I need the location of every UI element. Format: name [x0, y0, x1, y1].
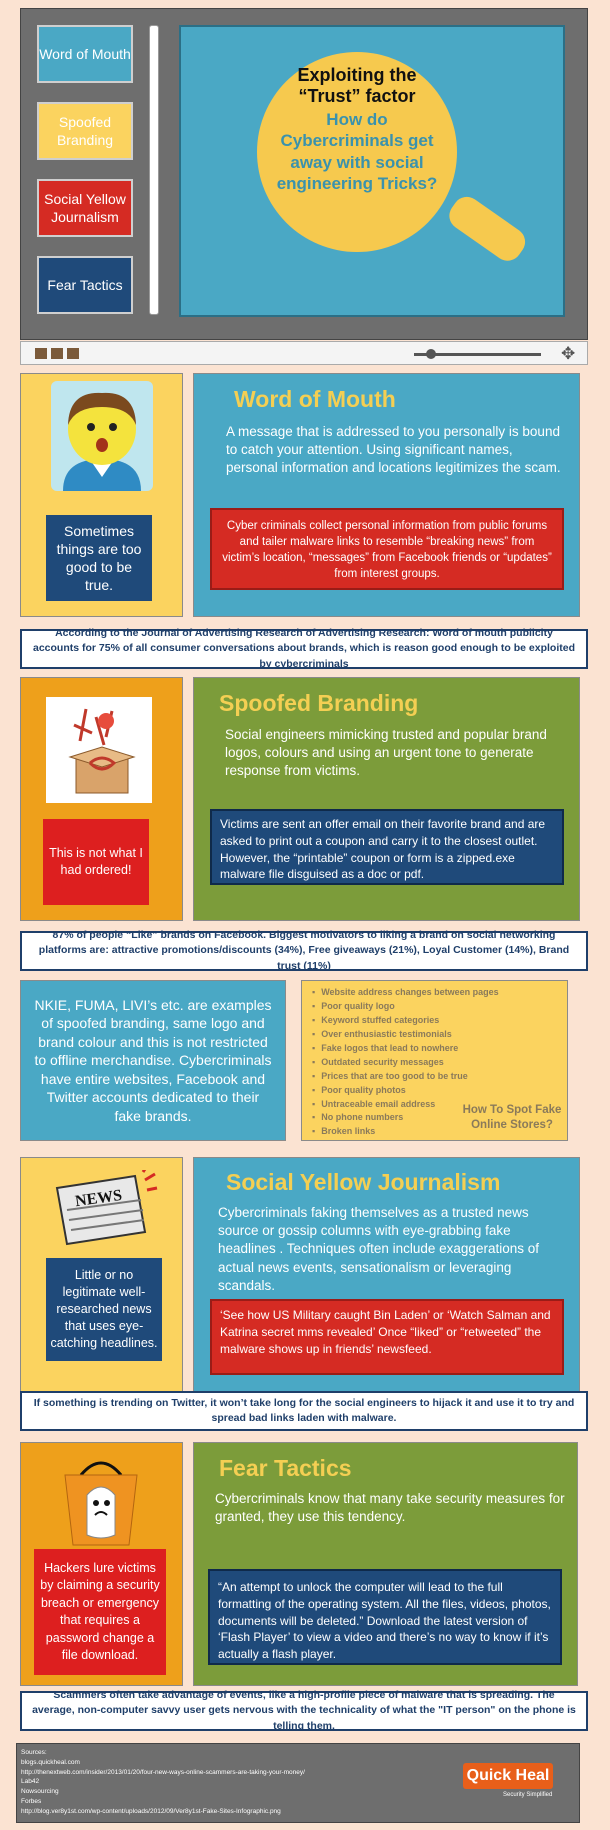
fake-stores-panel [301, 980, 568, 1141]
brand-name: Quick Heal [466, 1767, 550, 1784]
source-item: http://thenextweb.com/insider/2013/01/20/four-new-ways-online-scammers-are-taking-your-money/ [21, 1768, 305, 1776]
syj-left-panel [20, 1157, 183, 1401]
syj-side-note [46, 1258, 162, 1361]
syj-body: Cybercriminals faking themselves as a trusted news source or gossip columns with eye-grabbing fake headlines . Techniques often include exaggerations of actual news events, sensationalism or leveraging scandals. [218, 1205, 539, 1293]
sb-left-panel [20, 677, 183, 921]
ft-side-note-text: Hackers lure victims by claiming a security breach or emergency that requires a password change a file download. [40, 1560, 160, 1662]
page-square[interactable] [67, 348, 79, 359]
fullscreen-icon[interactable]: ✥ [561, 344, 576, 363]
tip-item: ▪ Prices that are too good to be true [312, 1070, 499, 1084]
sb-heading: Spoofed Branding [219, 690, 419, 716]
scared-bag-icon [51, 1451, 151, 1547]
tip-item: ▪ No phone numbers [312, 1111, 499, 1125]
nav-social-yellow-journalism[interactable] [37, 179, 133, 237]
nav-label: Social Yellow Journalism [44, 190, 126, 225]
title-text [267, 65, 447, 194]
wom-body: A message that is addressed to you personally is bound to catch your attention. Using significant names, personal information and locations legitimizes the scam. [226, 424, 561, 476]
sb-callout-text: Victims are sent an offer email on their favorite brand and are asked to print out a coupon and carry it to the closest outlet. However, the “printable” coupon or form is a zipped.exe malware file disguised as a doc or pdf. [220, 817, 546, 882]
ft-heading: Fear Tactics [219, 1455, 352, 1481]
nav-fear-tactics[interactable] [37, 256, 133, 314]
sb-side-note-text: This is not what I had ordered! [49, 845, 143, 877]
tip-item: ▪ Poor quality logo [312, 1000, 499, 1014]
stat-banner-wom [20, 629, 588, 669]
footer [16, 1743, 580, 1823]
sb-body: Social engineers mimicking trusted and popular brand logos, colours and using an urgent tone to generate response from victims. [225, 727, 547, 779]
source-item: http://blog.ver8y1st.com/wp-content/uploads/2012/09/Ver8y1st-Fake-Sites-Infographic.png [21, 1807, 281, 1815]
tip-item: ▪ Outdated security messages [312, 1056, 499, 1070]
syj-callout-text: ‘See how US Military caught Bin Laden’ or ‘Watch Salman and Katrina secret mms revealed’ Once “liked” or “retweeted” the malware shows up in friends’ newsfeed. [220, 1308, 551, 1356]
wom-left-panel [20, 373, 183, 617]
source-item: Nowsourcing [21, 1788, 59, 1795]
tip-item: ▪ Over enthusiastic testimonials [312, 1028, 499, 1042]
page-square[interactable] [35, 348, 47, 359]
ft-callout [208, 1569, 562, 1665]
broken-gift-icon [46, 697, 152, 803]
source-item: Lab42 [21, 1778, 40, 1786]
shocked-face-icon [51, 381, 153, 491]
source-item: Forbes [21, 1797, 42, 1805]
nav-spoofed-branding[interactable] [37, 102, 133, 160]
newspaper-icon [49, 1170, 159, 1248]
syj-side-note-text: Little or no legitimate well-researched news that uses eye-catching headlines. [50, 1268, 158, 1350]
seek-handle[interactable] [426, 349, 436, 359]
tip-item: ▪ Poor quality photos [312, 1084, 499, 1098]
tip-item: ▪ Broken links [312, 1125, 499, 1139]
scrollbar[interactable] [149, 25, 159, 315]
newspaper-label: NEWS [74, 1186, 124, 1211]
ft-main-panel [193, 1442, 578, 1686]
syj-main-panel [193, 1157, 580, 1401]
ft-side-note [34, 1549, 166, 1675]
ft-callout-text: “An attempt to unlock the computer will lead to the full formatting of the operating system. All the files, videos, photos, documents will be deleted.” Download the latest version of ‘Flash Player’ to view a video and there’s no way to know if it’s actually a flash player. [218, 1580, 551, 1662]
fake-stores-caption: How To Spot Fake Online Stores? [462, 1104, 562, 1131]
page-square[interactable] [51, 348, 63, 359]
stat-banner-facebook [20, 931, 588, 971]
brand-logo [463, 1763, 553, 1789]
wom-callout-text: Cyber criminals collect personal information from public forums and tailer malware links to resemble “breaking news” from victim’s location, “messages” from Facebook friends or “updates” from interest groups. [222, 520, 552, 581]
source-item: blogs.quickheal.com [21, 1758, 80, 1766]
tip-item: ▪ Fake logos that lead to nowhere [312, 1042, 499, 1056]
wom-heading: Word of Mouth [234, 386, 396, 412]
brand-tagline: Security Simplified [503, 1792, 553, 1798]
wom-side-note-text: Sometimes things are too good to be true. [56, 522, 142, 594]
stat-banner-twitter [20, 1391, 588, 1431]
title-subtitle: How do Cybercriminals get away with social engineering Tricks? [276, 110, 438, 193]
syj-callout [210, 1299, 564, 1375]
title-line2: “Trust” factor [298, 86, 416, 106]
ft-body: Cybercriminals know that many take security measures for granted, they use this tendency. [215, 1491, 565, 1525]
nav-label: Fear Tactics [47, 276, 123, 293]
sb-main-panel [193, 677, 580, 921]
wom-main-panel [193, 373, 580, 617]
tip-item: ▪ Website address changes between pages [312, 986, 499, 1000]
sources-label: Sources: [21, 1749, 47, 1756]
title-line1: Exploiting the [297, 65, 417, 85]
stat-banner-text: If something is trending on Twitter, it won’t take long for the social engineers to hijack it and use it to try and spread bad links laden with malware. [33, 1396, 575, 1424]
stat-banner-text: 87% of people “Like” brands on Facebook. Biggest motivators to liking a brand on social networking platforms are: attractive promotions/discounts (34%), Free giveaways (21%), Loyal Customer (14%), Brand trust (11%) [38, 929, 570, 972]
ft-left-panel [20, 1442, 183, 1686]
header-frame [20, 8, 588, 363]
fake-brands-text: NKIE, FUMA, LIVI’s etc. are examples of spoofed branding, same logo and brand colour and this is not restricted to offline merchandise. Cybercriminals have entire websites, Facebook and Twitter accounts dedicated to their fake brands. [34, 996, 272, 1124]
stat-banner-text: According to the Journal of Advertising Research of Advertising Research: Word of mouth publicity accounts for 75% of all consumer conversations about brands, which is reason good enough to be exploited by cybercriminals [32, 627, 575, 670]
wom-callout [210, 508, 564, 590]
nav-word-of-mouth[interactable] [37, 25, 133, 83]
sources-list [21, 1748, 305, 1816]
wom-side-note [46, 515, 152, 601]
nav-label: Word of Mouth [39, 45, 131, 62]
syj-heading: Social Yellow Journalism [226, 1169, 501, 1195]
tip-item: ▪ Keyword stuffed categories [312, 1014, 499, 1028]
fake-brands-panel [20, 980, 286, 1141]
tip-item: ▪ Untraceable email address [312, 1098, 499, 1112]
player-bar [20, 341, 588, 365]
stat-banner-text: Scammers often take advantage of events, like a high-profile piece of malware that is spreading. The average, non-computer savvy user gets nervous with the technicality of what the "IT person" on the phone is telling them. [32, 1689, 576, 1732]
nav-label: Spoofed Branding [56, 113, 114, 148]
title-panel [179, 25, 565, 317]
sb-callout [210, 809, 564, 885]
stat-banner-scammers [20, 1691, 588, 1731]
sb-side-note [43, 819, 149, 905]
